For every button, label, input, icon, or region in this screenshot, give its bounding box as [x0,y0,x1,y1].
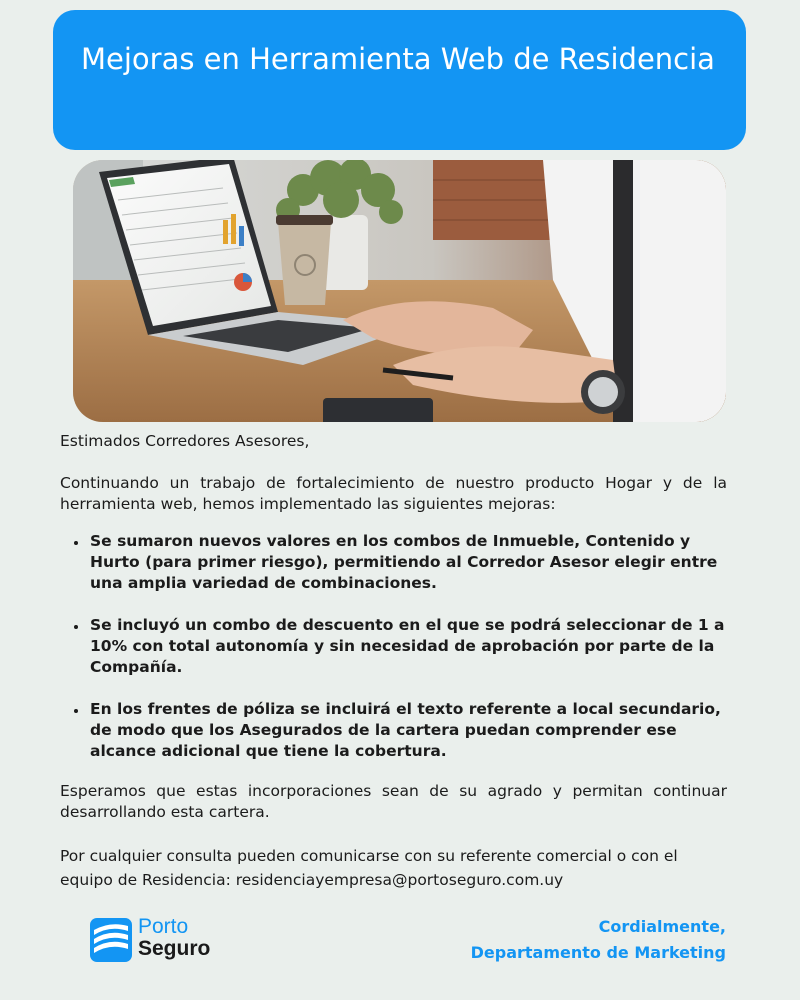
signoff-greeting: Cordialmente, [598,917,726,936]
list-item: • Se incluyó un combo de descuento en el que se podrá seleccionar de 1 a 10% con total autonomía y sin necesidad de aprobación por parte de la Compañía. [88,615,727,678]
logo-text-seguro: Seguro [138,937,211,960]
letter-body [60,431,727,892]
hero-photo [73,160,726,422]
improvements-list [60,531,727,762]
intro-paragraph: Continuando un trabajo de fortalecimiento de nuestro producto Hogar y de la herramienta web, hemos implementado las siguientes mejoras: [60,474,727,513]
title-banner [53,10,746,150]
list-item: • Se sumaron nuevos valores en los combos de Inmueble, Contenido y Hurto (para primer riesgo), permitiendo al Corredor Asesor elegir entre una amplia variedad de combinaciones. [88,531,727,594]
porto-seguro-wave-icon [90,918,132,966]
porto-seguro-logo [90,916,250,966]
greeting: Estimados Corredores Asesores, [60,432,310,450]
signoff [471,914,726,966]
logo-text-porto: Porto [138,915,189,938]
list-item: • En los frentes de póliza se incluirá el texto referente a local secundario, de modo que los Asegurados de la cartera puedan comprender ese alcance adicional que tiene la cobertura. [88,699,727,762]
signoff-department: Departamento de Marketing [470,943,726,962]
closing-paragraph: Esperamos que estas incorporaciones sean de su agrado y permitan continuar desarrollando esta cartera. [60,782,727,821]
page-title: Mejoras en Herramienta Web de Residencia [81,42,715,76]
contact-paragraph: Por cualquier consulta pueden comunicarse con su referente comercial o con el equipo de Residencia: residenciayempresa@portoseguro.com.uy [60,847,678,889]
